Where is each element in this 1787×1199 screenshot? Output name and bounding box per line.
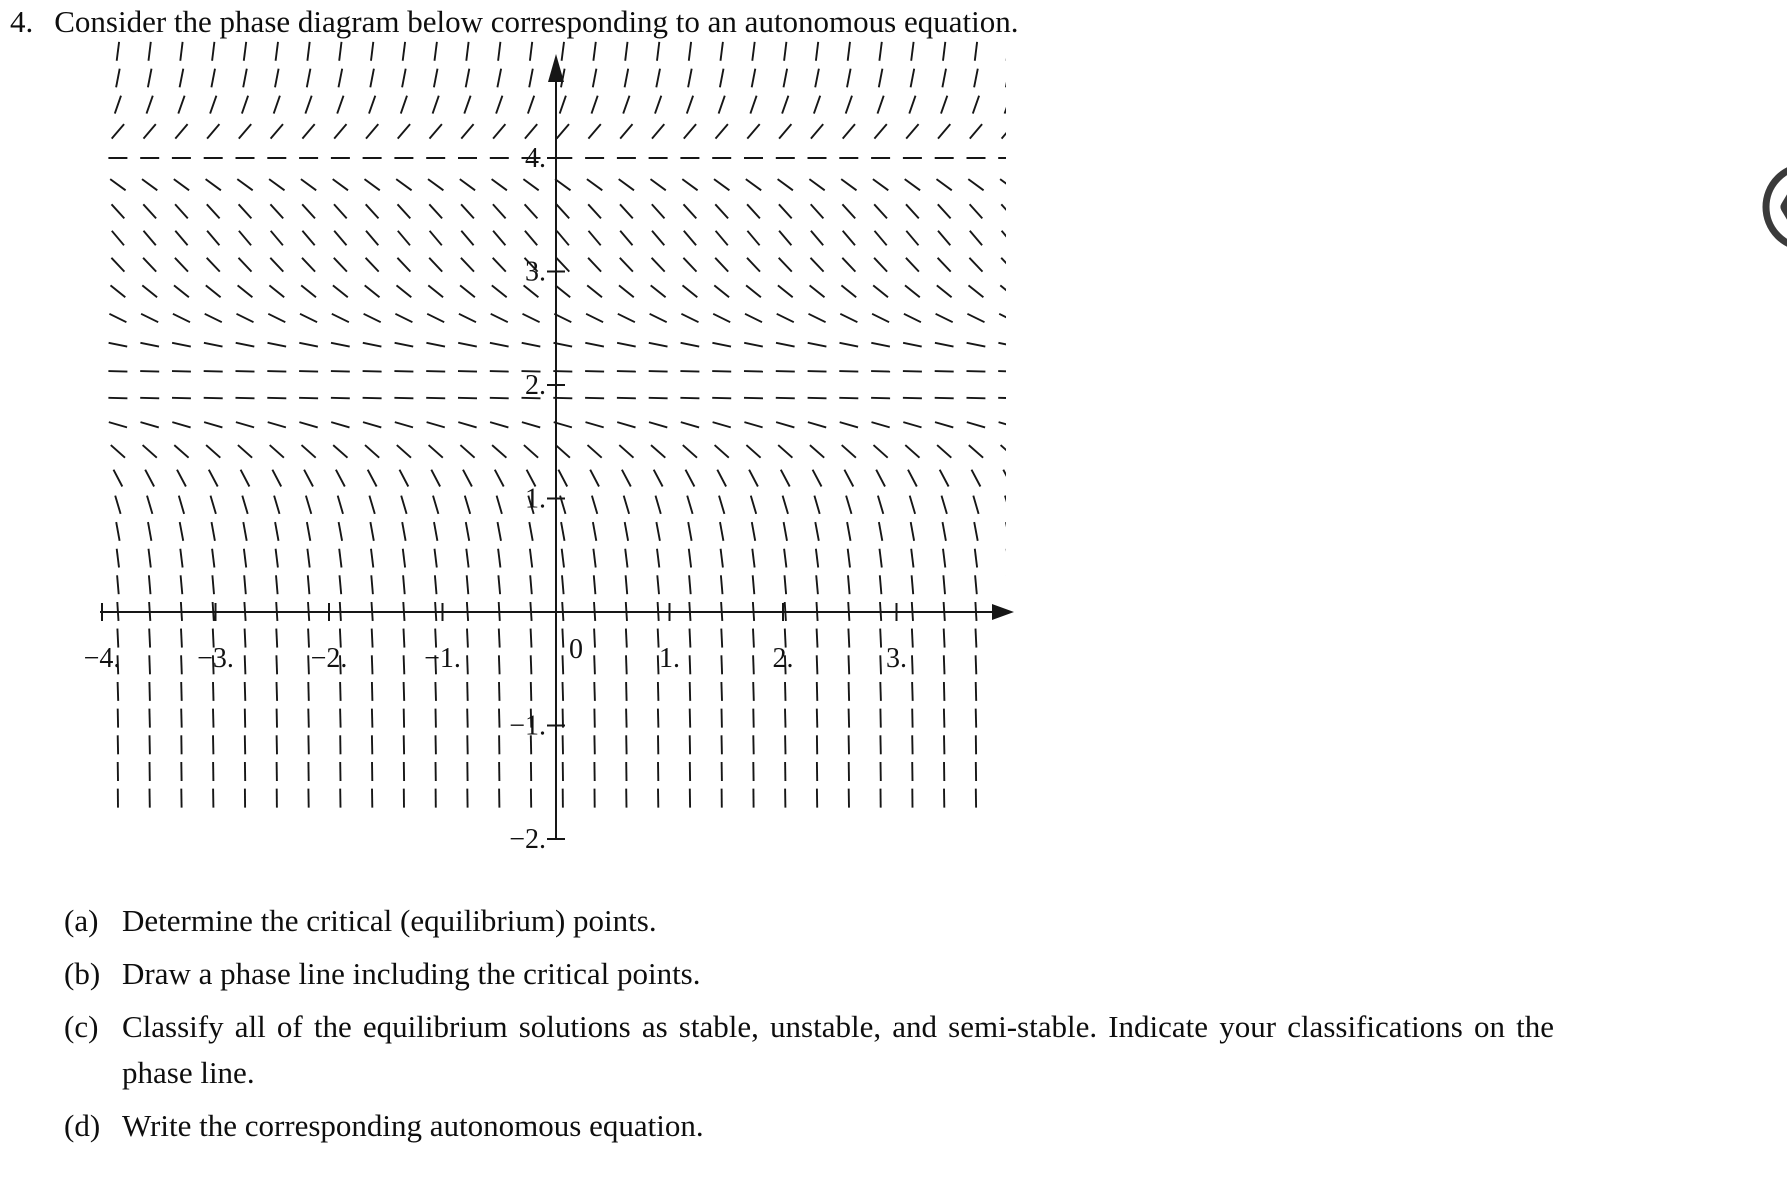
part-d	[64, 1103, 1554, 1149]
x-tick-label: 3.	[886, 643, 907, 674]
x-tick-label: −1.	[424, 643, 461, 674]
y-tick-label: −2.	[509, 824, 546, 855]
x-tick-label: −3.	[197, 643, 234, 674]
part-b-label: (b)	[64, 956, 101, 991]
y-tick-label: 2.	[525, 370, 546, 401]
hexagon-c-logo-icon	[1757, 157, 1787, 257]
part-a-label: (a)	[64, 903, 99, 938]
problem-number: 4.	[10, 4, 34, 39]
y-tick-label: 1.	[525, 483, 546, 515]
part-c	[64, 1004, 1554, 1096]
axes	[100, 76, 996, 840]
slope-field	[108, 42, 1017, 808]
part-c-label: (c)	[64, 1009, 99, 1044]
y-tick-label: −1.	[509, 710, 546, 742]
part-d-text: Write the corresponding autonomous equation.	[122, 1108, 704, 1143]
part-a	[64, 898, 1554, 944]
x-tick-label: −2.	[310, 643, 348, 674]
x-tick-label: 2.	[772, 643, 794, 674]
part-b	[64, 951, 1554, 997]
problem-statement: Consider the phase diagram below corresponding to an autonomous equation.	[54, 4, 1019, 39]
x-axis-arrowhead	[992, 604, 1014, 620]
origin-label: 0	[569, 634, 583, 665]
y-tick-label: 4.	[525, 143, 546, 174]
problem-parts	[64, 898, 1554, 1156]
part-d-label: (d)	[64, 1108, 101, 1143]
part-c-text: Classify all of the equilibrium solutions as stable, unstable, and semi-stable. Indicate your classifications on the phase line.	[122, 1009, 1554, 1090]
x-tick-label: 1.	[659, 643, 680, 674]
phase-diagram	[0, 0, 1040, 880]
y-tick-label: 3.	[525, 256, 546, 288]
brand-logo-icon[interactable]	[1757, 157, 1787, 257]
part-b-text: Draw a phase line including the critical points.	[122, 956, 701, 991]
x-tick-label: −4.	[83, 643, 121, 674]
part-a-text: Determine the critical (equilibrium) points.	[122, 903, 657, 938]
